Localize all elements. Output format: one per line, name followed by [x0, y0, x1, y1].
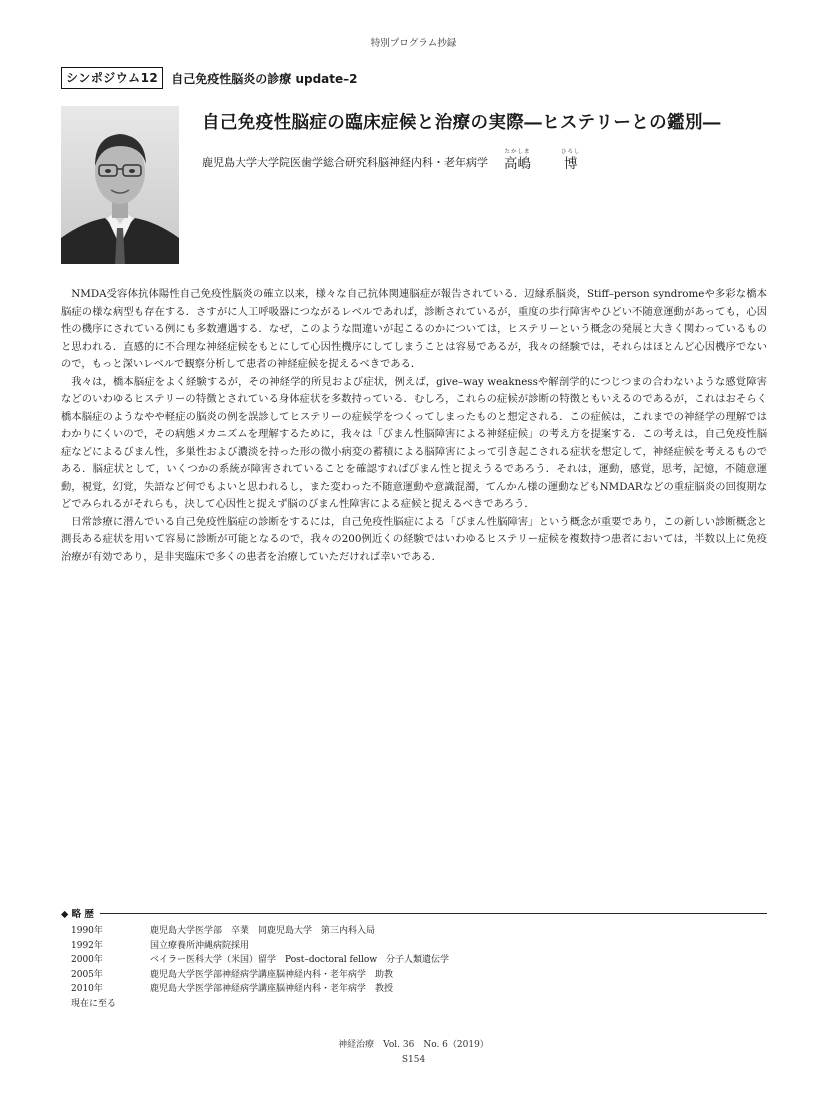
career-entry — [71, 953, 767, 968]
career-text: 鹿児島大学医学部神経病学講座脳神経内科・老年病学 助教 — [150, 969, 394, 980]
career-entry — [71, 924, 767, 939]
author-name — [504, 149, 581, 172]
symposium-label: シンポジウム12 — [61, 67, 163, 89]
career-entry — [71, 939, 767, 954]
career-heading: ◆ 略 歴 — [61, 909, 94, 920]
author-portrait-illustration — [61, 106, 179, 264]
article-title: 自己免疫性脳症の臨床症候と治療の実際―ヒステリーとの鑑別― — [202, 113, 721, 133]
career-year: 2010年 — [71, 984, 103, 994]
career-year: 1990年 — [71, 926, 103, 936]
abstract-paragraph: 日常診療に潜んでいる自己免疫性脳症の診断をするには，自己免疫性脳症による「びまん性脳障害」という概念が重要であり，この新しい診断概念と測長ある症状を用いて容易に診断が可能となるので，我々の200例近くの経験ではいわゆるヒステリー症候を複数持つ患者においては，半数以上に免疫治療が有効であり，是非実臨床で多くの患者を治療していただければ幸いである． — [61, 515, 767, 563]
family-name: 高嶋 — [504, 156, 531, 172]
career-section — [61, 906, 767, 1011]
page-number: S154 — [401, 1055, 426, 1065]
career-list — [61, 924, 767, 1011]
author-photo — [61, 106, 179, 264]
family-name-ruby: たかしま — [504, 149, 531, 155]
journal-citation: 神経治療 Vol. 36 No. 6（2019） — [338, 1040, 489, 1050]
career-year: 現在に至る — [71, 998, 117, 1009]
career-year: 2000年 — [71, 955, 103, 965]
career-heading-row — [61, 906, 767, 920]
author-given-name — [561, 149, 581, 172]
affiliation: 鹿児島大学大学院医歯学総合研究科脳神経内科・老年病学 — [202, 156, 488, 169]
author-family-name — [504, 149, 531, 172]
given-name: 博 — [564, 156, 578, 172]
abstract-paragraph: 我々は，橋本脳症をよく経験するが，その神経学的所見および症状，例えば，give–way weaknessや解剖学的につじつまの合わないような感覚障害などのいわゆるヒステリーの特徴とされている身体症状を多数持っている．むしろ，これらの症候が診断の特徴ともいえるのであるが，これはおそらく橋本脳症のようなやや軽症の脳炎の例を誤診してヒステリーの症候学をつくってしまったものと想定される．この症候は，これまでの神経学の理解ではわかりにくいので，その病態メカニズムを理解するために，我々は「びまん性脳障害による神経症候」の考え方を提案する．この考えは，自己免疫性脳症などによるびまん性，多巣性および濃淡を持った形の微小病変の蓄積による脳障害によって引き起こされる症状を想定して，神経症候を考えるものである．脳症状として，いくつかの系統が障害されていることを確認すればびまん性と捉えうるであろう．それは，運動，感覚，思考，記憶，不随意運動，視覚，幻覚，失語など何でもよいと思われるし，また変わった不随意運動や意識混濁，てんかん様の運動などもNMDARなどの重症脳炎の回復期などでみられるがそれらも，決して心因性と捉えず脳のびまん性障害による症候と捉えるべきであろう． — [61, 375, 767, 510]
career-text: 国立療養所沖縄病院採用 — [150, 940, 250, 951]
symposium-heading — [61, 67, 358, 89]
symposium-theme: 自己免疫性脳炎の診療 update–2 — [171, 71, 358, 86]
abstract-body — [61, 286, 767, 566]
career-year: 2005年 — [71, 969, 103, 980]
abstract-paragraph: NMDA受容体抗体陽性自己免疫性脳炎の確立以来，様々な自己抗体関連脳症が報告されている．辺縁系脳炎，Stiff–person syndromeや多彩な橋本脳症の様な病型も存在する．さすがに人工呼吸器につながるレベルであれば，診断されているが，重度の歩行障害やひどい不随意運動があっても，心因性の機序にされている例にも多数遭遇する．なぜ，このような間違いが起こるのかについては，ヒステリーという概念の発展と大きく関わっているものと思われる．直感的に不合理な神経症候をもとにして心因性機序にしてしまうことは容易であるが，我々の経験では，それらはほとんど心因機序でないので，もっと深いレベルで観察分析して患者の神経症候を捉えるべきである． — [61, 288, 767, 370]
career-entry — [71, 997, 767, 1012]
running-header: 特別プログラム抄録 — [370, 38, 457, 49]
career-heading-rule — [100, 913, 767, 914]
career-text: 鹿児島大学医学部 卒業 同鹿児島大学 第三内科入局 — [150, 926, 376, 936]
career-text: 鹿児島大学医学部神経病学講座脳神経内科・老年病学 教授 — [150, 984, 394, 994]
career-text: ベイラー医科大学（米国）留学 Post–doctoral fellow 分子人類遺伝学 — [150, 955, 450, 965]
career-entry — [71, 968, 767, 983]
career-entry — [71, 982, 767, 997]
page-footer — [0, 1038, 827, 1068]
given-name-ruby: ひろし — [561, 149, 581, 155]
career-year: 1992年 — [71, 940, 103, 951]
author-affiliation-line — [202, 146, 581, 172]
